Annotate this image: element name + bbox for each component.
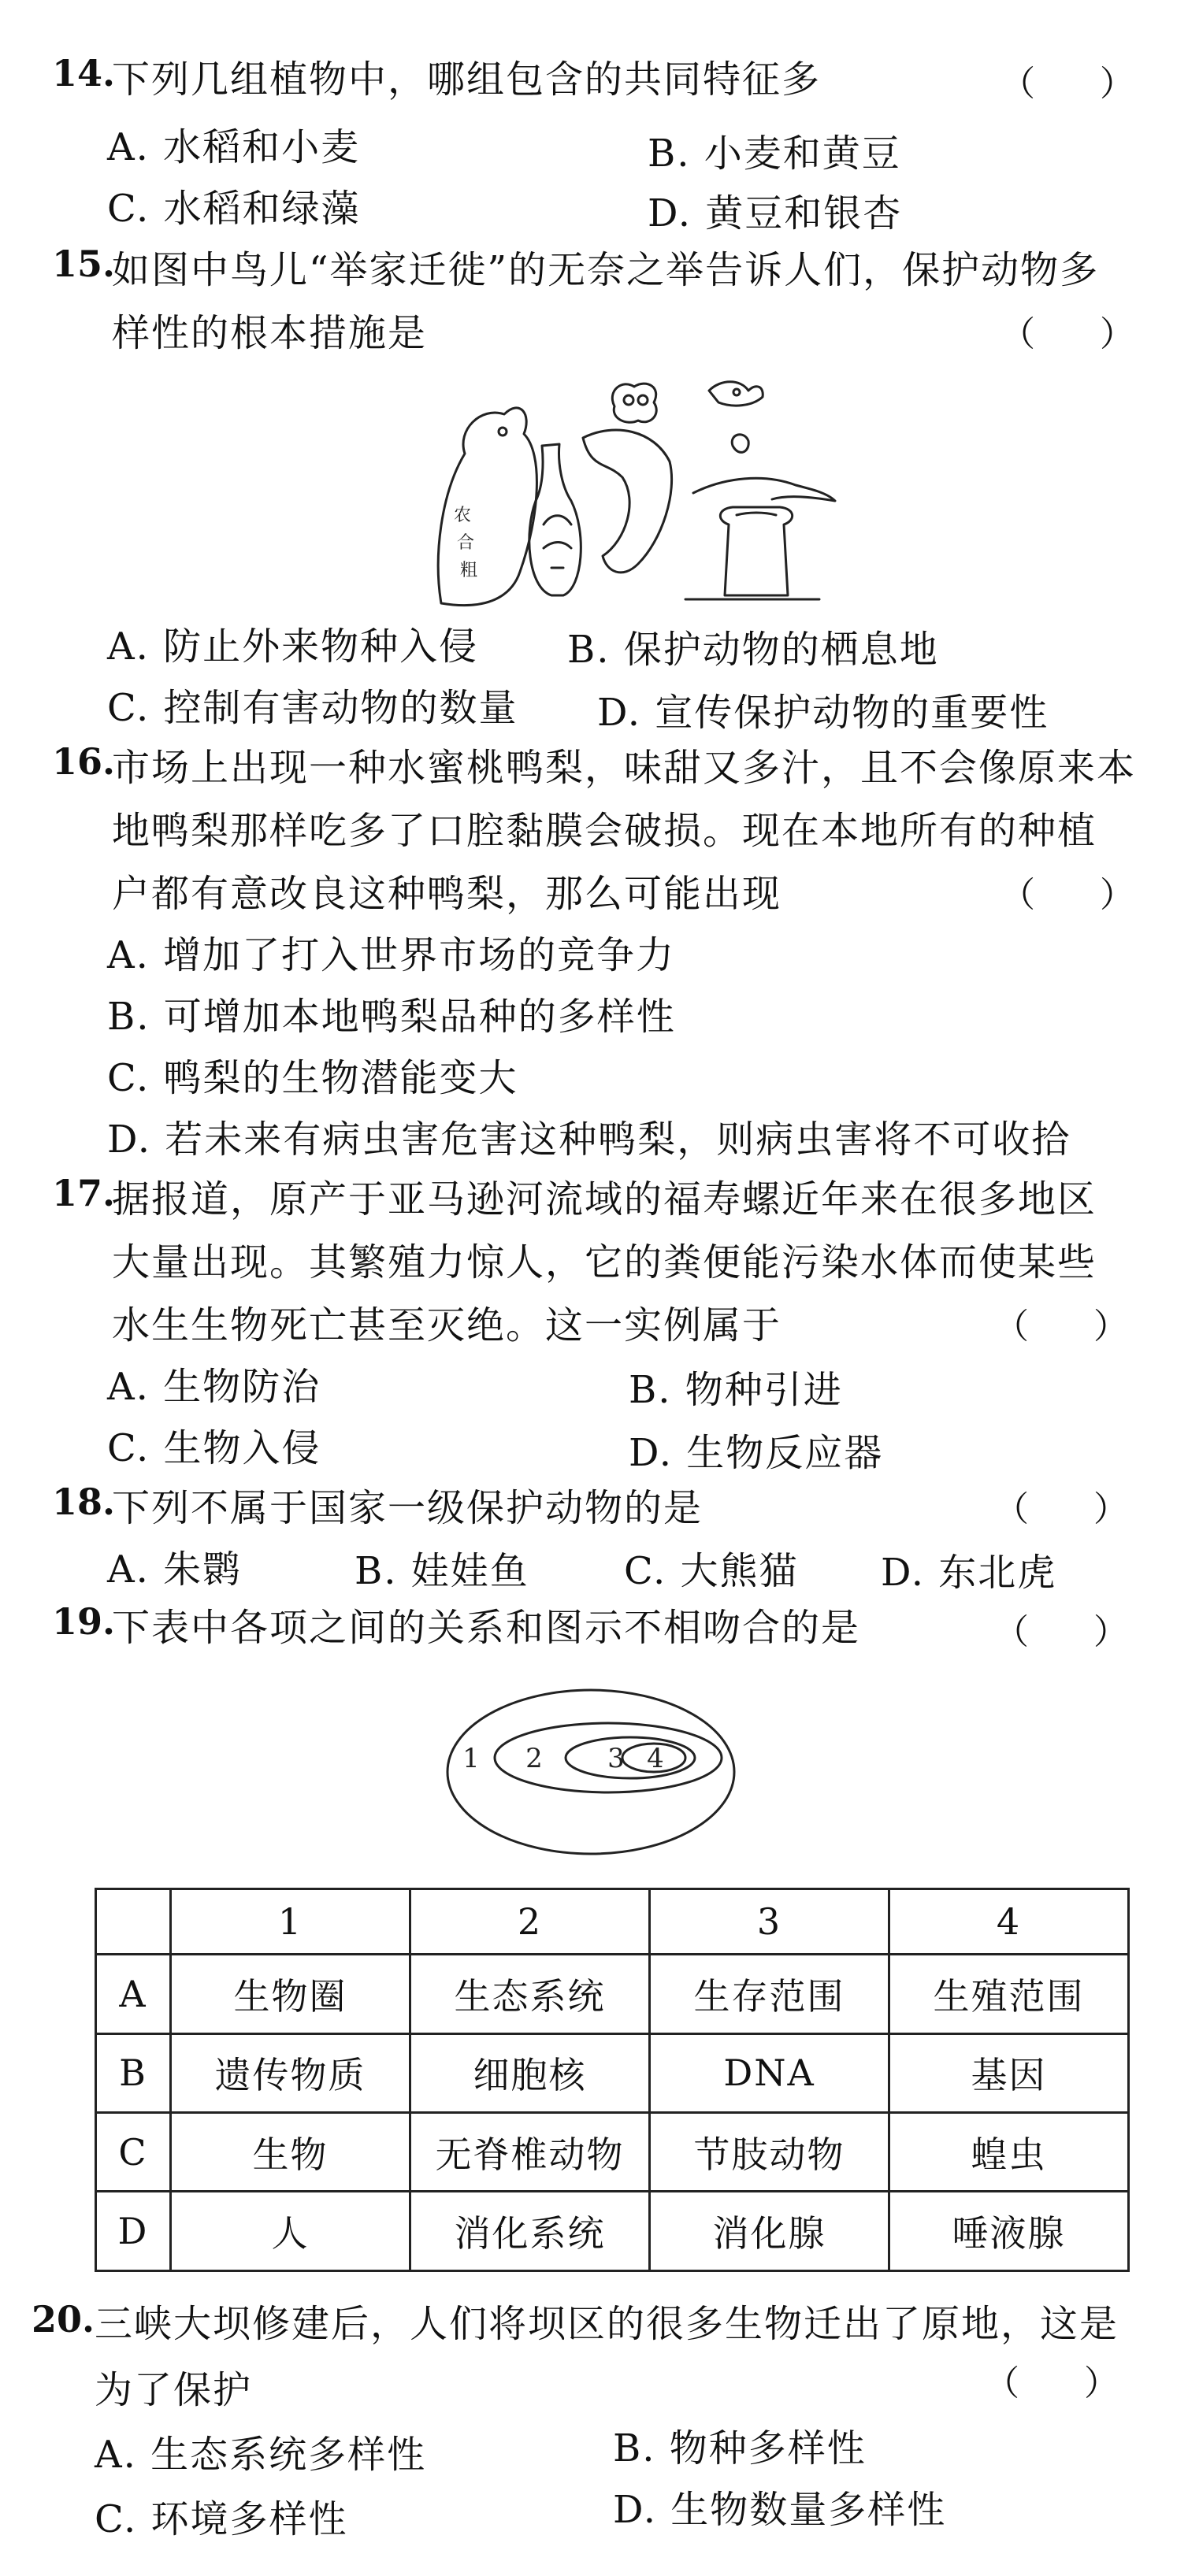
q16-option-a: A. 增加了打入世界市场的竞争力 bbox=[107, 933, 676, 977]
fallen-branch bbox=[693, 478, 835, 501]
table-header-col-3: 3 bbox=[650, 1889, 889, 1955]
diagram-label-4: 4 bbox=[647, 1743, 664, 1774]
table-cell: DNA bbox=[650, 2033, 889, 2112]
q20-stem-line1: 三峡大坝修建后，人们将坝区的很多生物迁出了原地，这是 bbox=[95, 2302, 1119, 2346]
q16-option-d: D. 若未来有病虫害危害这种鸭梨，则病虫害将不可收拾 bbox=[107, 1118, 1071, 1162]
q20-option-d: D. 生物数量多样性 bbox=[613, 2488, 947, 2532]
q18-stem: 下列不属于国家一级保护动物的是 bbox=[112, 1486, 704, 1530]
table-cell: 生态系统 bbox=[410, 1955, 650, 2033]
diagram-ellipse-1 bbox=[447, 1690, 734, 1854]
q17-stem-line1: 据报道，原产于亚马逊河流域的福寿螺近年来在很多地区 bbox=[112, 1177, 1097, 1221]
q19-nested-diagram bbox=[441, 1685, 741, 1859]
table-cell: 生物 bbox=[171, 2112, 410, 2191]
q16-stem-line3: 户都有意改良这种鸭梨，那么可能出现 bbox=[112, 872, 782, 916]
table-row-label: B bbox=[96, 2033, 171, 2112]
q18-option-c: C. 大熊猫 bbox=[624, 1549, 799, 1593]
q17-option-b: B. 物种引进 bbox=[629, 1368, 843, 1412]
q16-stem-line1: 市场上出现一种水蜜桃鸭梨，味甜又多汁，且不会像原来本 bbox=[112, 746, 1137, 790]
q14-number: 14. bbox=[52, 52, 116, 95]
table-cell: 消化系统 bbox=[410, 2192, 650, 2271]
q20-number: 20. bbox=[32, 2298, 95, 2341]
q15-answer-bracket: （ ） bbox=[1001, 314, 1161, 354]
q16-option-b: B. 可增加本地鸭梨品种的多样性 bbox=[107, 995, 676, 1039]
table-row bbox=[96, 2192, 1129, 2271]
table-header-col-2: 2 bbox=[410, 1889, 650, 1955]
q15-option-b: B. 保护动物的栖息地 bbox=[567, 628, 939, 672]
table-row bbox=[96, 1955, 1129, 2033]
table-cell: 生存范围 bbox=[650, 1955, 889, 2033]
diagram-label-2: 2 bbox=[525, 1743, 543, 1774]
tiny-bird bbox=[732, 435, 748, 453]
diagram-label-3: 3 bbox=[607, 1743, 625, 1774]
q14-answer-bracket: （ ） bbox=[1001, 64, 1161, 104]
q16-number: 16. bbox=[52, 740, 116, 783]
table-header-col-1: 1 bbox=[171, 1889, 410, 1955]
q20-option-c: C. 环境多样性 bbox=[95, 2497, 348, 2541]
q16-stem-line2: 地鸭梨那样吃多了口腔黏膜会破损。现在本地所有的种植 bbox=[112, 809, 1097, 853]
table-row bbox=[96, 2033, 1129, 2112]
table-cell: 细胞核 bbox=[410, 2033, 650, 2112]
flying-bird-body bbox=[583, 430, 672, 573]
flying-bird-eye-right bbox=[638, 395, 648, 405]
q17-number: 17. bbox=[52, 1172, 116, 1214]
q14-stem: 下列几组植物中，哪组包含的共同特征多 bbox=[112, 57, 822, 102]
stump-rings bbox=[737, 513, 776, 515]
tree-stump bbox=[720, 507, 792, 595]
table-row bbox=[96, 2112, 1129, 2191]
q17-stem-line3: 水生生物死亡甚至灭绝。这一实例属于 bbox=[112, 1303, 782, 1347]
q18-number: 18. bbox=[52, 1481, 116, 1523]
q20-stem-line2: 为了保护 bbox=[95, 2368, 253, 2412]
bird-eye bbox=[499, 428, 507, 436]
q18-option-b: B. 娃娃鱼 bbox=[355, 1549, 529, 1593]
q20-option-b: B. 物种多样性 bbox=[613, 2426, 867, 2470]
q15-stem-line1: 如图中鸟儿“举家迁徙”的无奈之举告诉人们，保护动物多 bbox=[112, 248, 1100, 292]
table-header-row bbox=[96, 1889, 1129, 1955]
bottle-label-char-1: 农 bbox=[454, 506, 472, 525]
small-bird bbox=[709, 382, 763, 406]
table-cell: 唾液腺 bbox=[889, 2192, 1129, 2271]
table-cell: 节肢动物 bbox=[650, 2112, 889, 2191]
table-cell: 生物圈 bbox=[171, 1955, 410, 2033]
q15-number: 15. bbox=[52, 243, 116, 285]
q18-option-a: A. 朱鹮 bbox=[107, 1547, 243, 1592]
table-cell: 基因 bbox=[889, 2033, 1129, 2112]
table-cell: 无脊椎动物 bbox=[410, 2112, 650, 2191]
table-cell: 消化腺 bbox=[650, 2192, 889, 2271]
q15-option-a: A. 防止外来物种入侵 bbox=[107, 625, 479, 669]
q17-stem-line2: 大量出现。其繁殖力惊人，它的粪便能污染水体而使某些 bbox=[112, 1240, 1097, 1284]
q17-option-d: D. 生物反应器 bbox=[629, 1431, 884, 1475]
q15-option-d: D. 宣传保护动物的重要性 bbox=[597, 691, 1049, 735]
bottle-label-char-2: 合 bbox=[457, 533, 475, 553]
q19-number: 19. bbox=[52, 1600, 116, 1643]
table-header-col-4: 4 bbox=[889, 1889, 1129, 1955]
q15-illustration bbox=[425, 359, 843, 611]
q17-option-a: A. 生物防治 bbox=[107, 1365, 321, 1409]
q17-option-c: C. 生物入侵 bbox=[107, 1426, 321, 1470]
q14-option-b: B. 小麦和黄豆 bbox=[648, 132, 901, 176]
table-cell: 人 bbox=[171, 2192, 410, 2271]
q20-answer-bracket: （ ） bbox=[985, 2363, 1145, 2404]
table-cell: 蝗虫 bbox=[889, 2112, 1129, 2191]
q15-stem-line2: 样性的根本措施是 bbox=[112, 311, 428, 355]
q19-answer-bracket: （ ） bbox=[994, 1612, 1155, 1652]
q18-option-d: D. 东北虎 bbox=[881, 1551, 1057, 1595]
q19-table bbox=[95, 1888, 1130, 2272]
table-row-label: A bbox=[96, 1955, 171, 2033]
q20-option-a: A. 生态系统多样性 bbox=[95, 2433, 427, 2477]
diagram-label-1: 1 bbox=[462, 1743, 480, 1774]
q16-option-c: C. 鸭梨的生物潜能变大 bbox=[107, 1056, 518, 1100]
table-cell: 遗传物质 bbox=[171, 2033, 410, 2112]
q14-option-a: A. 水稻和小麦 bbox=[107, 125, 361, 169]
table-cell: 生殖范围 bbox=[889, 1955, 1129, 2033]
bottle-label-char-3: 粗 bbox=[460, 561, 478, 580]
q17-answer-bracket: （ ） bbox=[994, 1307, 1155, 1347]
q14-option-c: C. 水稻和绿藻 bbox=[107, 187, 361, 231]
flying-bird-eye-left bbox=[624, 395, 633, 405]
table-row-label: D bbox=[96, 2192, 171, 2271]
small-bird-eye bbox=[733, 389, 740, 395]
table-row-label: C bbox=[96, 2112, 171, 2191]
q14-option-d: D. 黄豆和银杏 bbox=[648, 191, 903, 235]
q19-stem: 下表中各项之间的关系和图示不相吻合的是 bbox=[112, 1606, 861, 1650]
q16-answer-bracket: （ ） bbox=[1001, 875, 1161, 915]
bottle-mask-face bbox=[544, 516, 571, 568]
table-header-corner bbox=[96, 1889, 171, 1955]
diagram-ellipse-3 bbox=[566, 1737, 695, 1778]
q18-answer-bracket: （ ） bbox=[994, 1489, 1155, 1529]
q15-option-c: C. 控制有害动物的数量 bbox=[107, 686, 518, 730]
flying-bird-head bbox=[612, 384, 656, 422]
